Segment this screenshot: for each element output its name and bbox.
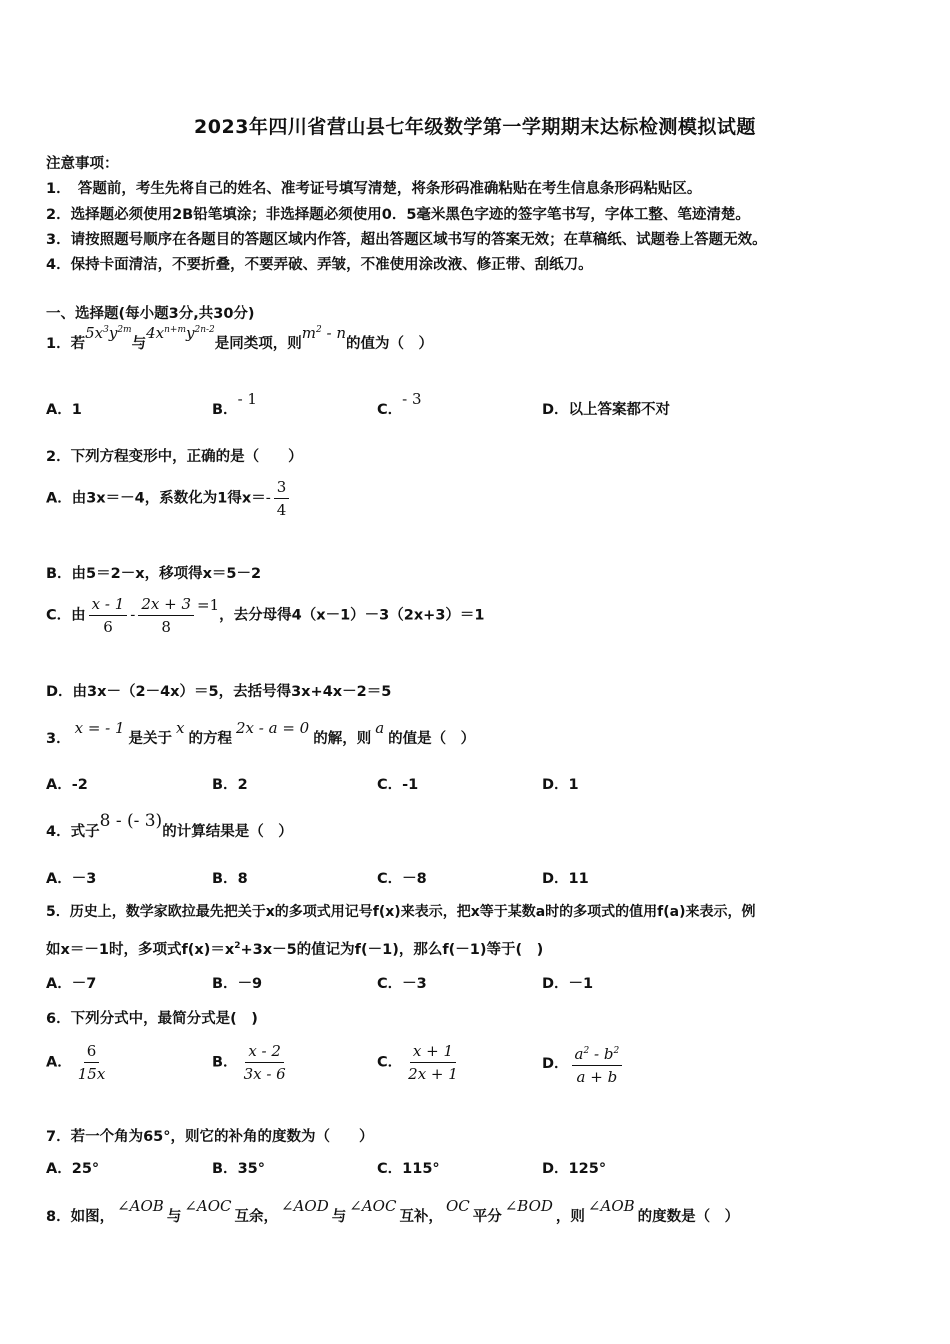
notice-heading: 注意事项： <box>46 156 119 172</box>
q4-option-a[interactable]: A．－3 <box>46 871 97 887</box>
q3-option-b[interactable]: B．2 <box>212 777 248 793</box>
q2-option-d[interactable]: D．由3x－（2－4x）＝5，去括号得3x+4x－2＝5 <box>46 684 392 700</box>
notice-item-1: 1． 答题前，考生先将自己的姓名、准考证号填写清楚，将条形码准确粘贴在考生信息条形码粘贴区。 <box>46 181 702 197</box>
q5-option-b[interactable]: B．－9 <box>212 976 263 992</box>
q1-expression: $m^2$ - n <box>301 324 346 342</box>
q2-option-c[interactable]: C．由 $\frac{x - 1}{6}$ - $\frac{2x + 3}{8}$ =1，去分母得4（x－1）－3（2x+3）＝1 <box>46 595 485 636</box>
section-heading: 一、选择题(每小题3分,共30分) <box>46 306 255 322</box>
q6-c-fraction: $\frac{x + 1}{2x + 1}$ <box>408 1042 458 1083</box>
q3-option-c[interactable]: C．-1 <box>377 777 419 793</box>
notice-item-3: 3．请按照题号顺序在各题目的答题区域内作答，超出答题区域书写的答案无效；在草稿纸、试题卷上答题无效。 <box>46 232 767 248</box>
q6-option-a[interactable]: A． $\frac{6}{15x}$ <box>46 1042 111 1083</box>
question-5-line-2: 如x＝－1时，多项式$f(x)=x^2+3x-5$的值记为f(－1)，那么f(－1)等于( ) <box>46 941 544 958</box>
q5-option-c[interactable]: C．－3 <box>377 976 427 992</box>
notice-item-4: 4．保持卡面清洁，不要折叠，不要弄破、弄皱，不准使用涂改液、修正带、刮纸刀。 <box>46 257 593 273</box>
q1-term2: $4x^{n+m}y^{2n-2}$ <box>146 324 215 342</box>
q6-option-b[interactable]: B． $\frac{x - 2}{3x - 6}$ <box>212 1042 292 1083</box>
notice-item-2: 2．选择题必须使用2B铅笔填涂；非选择题必须使用0．5毫米黑色字迹的签字笔书写，字体工整、笔迹清楚。 <box>46 207 750 223</box>
q4-option-b[interactable]: B．8 <box>212 871 248 887</box>
q7-option-a[interactable]: A．25° <box>46 1161 100 1177</box>
q6-d-fraction: $\frac{a^2 - b^2}{a + b}$ <box>572 1042 623 1086</box>
question-3: 3．x = - 1是关于x的方程2x - a = 0的解，则a的值是（ ） <box>46 719 476 747</box>
q4-option-d[interactable]: D．11 <box>542 871 589 887</box>
question-2: 2．下列方程变形中，正确的是（ ） <box>46 449 303 465</box>
q3-option-a[interactable]: A．-2 <box>46 777 88 793</box>
q3-option-d[interactable]: D．1 <box>542 777 579 793</box>
q6-a-fraction: $\frac{6}{15x}$ <box>77 1042 106 1083</box>
q7-option-c[interactable]: C．115° <box>377 1161 440 1177</box>
question-1: 1．若$5x^3y^{2m}$与$4x^{n+m}y^{2n-2}$是同类项，则$m^2$ - n的值为（ ） <box>46 324 433 352</box>
question-7: 7．若一个角为65°，则它的补角的度数为（ ） <box>46 1129 374 1145</box>
q1-option-c[interactable]: C．- 3 <box>377 390 422 418</box>
q5-option-d[interactable]: D．－1 <box>542 976 594 992</box>
q6-b-fraction: $\frac{x - 2}{3x - 6}$ <box>243 1042 286 1083</box>
q1-option-d[interactable]: D．以上答案都不对 <box>542 402 671 418</box>
q2-a-fraction: $\frac{3}{4}$ <box>274 478 290 519</box>
q1-option-a[interactable]: A．1 <box>46 402 82 418</box>
q6-option-d[interactable]: D． $\frac{a^2 - b^2}{a + b}$ <box>542 1042 625 1086</box>
question-4: 4．式子8 - (- 3)的计算结果是（ ） <box>46 811 293 840</box>
q1-option-b[interactable]: B．- 1 <box>212 390 257 418</box>
q2-option-a[interactable]: A．由3x＝－4，系数化为1得x＝- $\frac{3}{4}$ <box>46 478 292 519</box>
question-5-line-1: 5．历史上，数学家欧拉最先把关于x的多项式用记号f(x)来表示，把x等于某数a时的多项式的值用f(a)来表示，例 <box>46 904 756 920</box>
q7-option-d[interactable]: D．125° <box>542 1161 607 1177</box>
page-title: 2023年四川省营山县七年级数学第一学期期末达标检测模拟试题 <box>194 116 756 138</box>
q2-option-b[interactable]: B．由5＝2－x，移项得x＝5－2 <box>46 566 262 582</box>
q2-c-fraction-1: $\frac{x - 1}{6}$ <box>89 595 128 636</box>
q7-option-b[interactable]: B．35° <box>212 1161 265 1177</box>
question-6: 6．下列分式中，最简分式是( ) <box>46 1011 258 1027</box>
q4-option-c[interactable]: C．－8 <box>377 871 427 887</box>
q5-option-a[interactable]: A．－7 <box>46 976 97 992</box>
question-8: 8．如图，∠AOB与∠AOC互余，∠AOD与∠AOC互补，OC平分∠BOD，则∠AOB的度数是（ ） <box>46 1197 740 1225</box>
q1-term1: $5x^3y^{2m}$ <box>85 324 132 342</box>
q6-option-c[interactable]: C． $\frac{x + 1}{2x + 1}$ <box>377 1042 464 1083</box>
q2-c-fraction-2: $\frac{2x + 3}{8}$ <box>138 595 194 636</box>
q1-number: 1．若 <box>46 336 86 352</box>
